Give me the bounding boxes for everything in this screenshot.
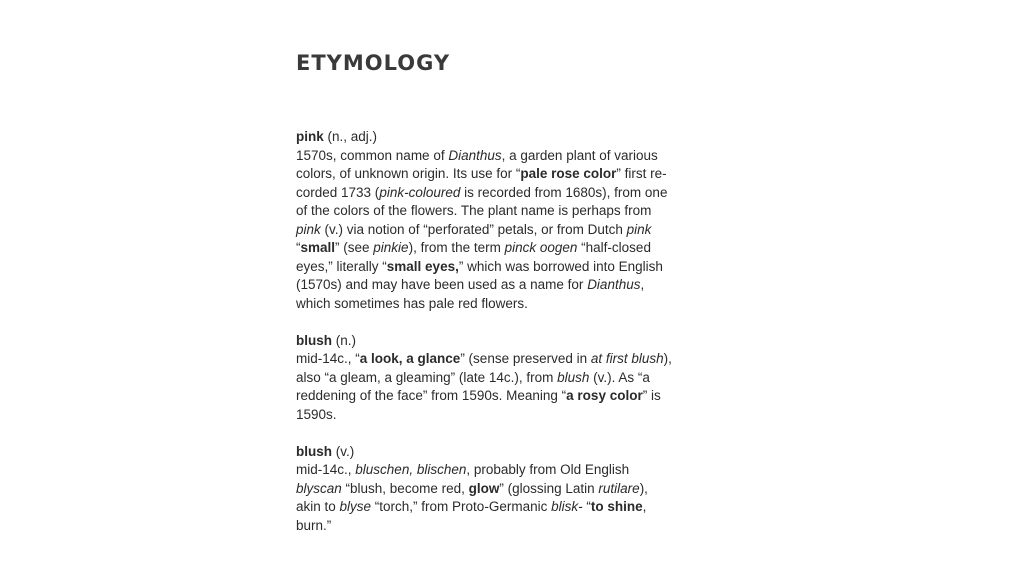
text-run: ” (see	[335, 240, 374, 255]
text-run: ), from the term	[408, 240, 505, 255]
emphasis-italic: blisk-	[551, 499, 583, 514]
emphasis-italic: pink	[296, 221, 321, 237]
text-run: “	[296, 240, 301, 255]
definition-line	[296, 258, 736, 277]
page-title: ETYMOLOGY	[296, 51, 451, 75]
text-run: ” is	[642, 388, 661, 403]
text-run: of the colors of the flowers. The plant name is perhaps from	[296, 203, 652, 218]
text-run: , a garden plant of various	[501, 147, 658, 163]
emphasis-bold: small eyes,	[386, 258, 459, 274]
definition-line	[296, 165, 736, 184]
emphasis-italic: rutilare	[598, 480, 640, 496]
emphasis-italic: pink	[626, 221, 652, 237]
text-run: ),	[663, 351, 672, 366]
emphasis-italic: pinkie	[373, 240, 409, 255]
text-run: ” which was borrowed into English	[458, 258, 663, 274]
headword-term: pink	[296, 129, 324, 144]
text-run: ),	[639, 480, 648, 496]
emphasis-bold: to shine	[590, 499, 643, 514]
definition-line	[296, 461, 736, 480]
text-run: mid-14c.,	[296, 462, 356, 477]
text-run: burn.”	[296, 517, 332, 533]
text-run: which sometimes has pale red flowers.	[296, 295, 528, 311]
definition-line	[296, 517, 736, 536]
text-run: ” (glossing Latin	[499, 480, 599, 496]
definition-line	[296, 239, 736, 258]
definition-line	[296, 147, 736, 166]
emphasis-bold: a look, a glance	[359, 351, 461, 366]
entry-pink-0	[296, 128, 736, 313]
text-run: mid-14c., “	[296, 351, 360, 366]
text-run: ,	[642, 499, 647, 514]
text-run: , probably from Old English	[466, 462, 630, 477]
emphasis-italic: Dianthus	[448, 147, 502, 163]
text-run: ,	[640, 277, 645, 292]
text-run: “torch,” from Proto-Germanic	[371, 499, 552, 514]
definition-line	[296, 369, 736, 388]
entry-headword	[296, 443, 736, 462]
emphasis-italic: at first blush	[590, 351, 664, 366]
text-run: (v.). As “a	[589, 369, 650, 385]
text-run: (1570s) and may have been used as a name for	[296, 277, 588, 292]
text-run: “	[582, 499, 591, 514]
text-run: eyes,” literally “	[296, 258, 387, 274]
text-run: ” first re-	[616, 166, 667, 181]
text-run: “blush, become red,	[341, 480, 469, 496]
definition-line	[296, 276, 736, 295]
emphasis-italic: blyscan	[296, 480, 342, 496]
part-of-speech: (n.)	[335, 332, 357, 348]
emphasis-italic: pink-coloured	[379, 184, 461, 200]
definition-line	[296, 387, 736, 406]
text-run: “half-closed	[577, 240, 651, 255]
text-run: is recorded from 1680s), from one	[460, 184, 668, 200]
emphasis-bold: small	[300, 240, 336, 255]
definition-line	[296, 350, 736, 369]
definition-line	[296, 184, 736, 203]
text-run: 1570s, common name of	[296, 147, 449, 163]
entry-blush-2	[296, 443, 736, 536]
text-run: reddening of the face” from 1590s. Meaning “	[296, 388, 567, 403]
definition-line	[296, 295, 736, 314]
emphasis-italic: blush	[557, 369, 590, 385]
text-run: colors, of unknown origin. Its use for “	[296, 166, 521, 181]
etymology-page	[296, 50, 736, 554]
emphasis-bold: pale rose color	[520, 166, 617, 181]
entry-headword	[296, 332, 736, 351]
entries-list	[296, 128, 736, 535]
definition-line	[296, 221, 736, 240]
entry-blush-1	[296, 332, 736, 425]
definition-line	[296, 202, 736, 221]
text-run: corded 1733 (	[296, 184, 380, 200]
emphasis-bold: a rosy color	[566, 388, 643, 403]
text-run: akin to	[296, 499, 340, 514]
headword-term: blush	[296, 332, 332, 348]
part-of-speech: (n., adj.)	[327, 129, 378, 144]
emphasis-bold: glow	[468, 480, 500, 496]
text-run: (v.) via notion of “perforated” petals, or from Dutch	[320, 221, 627, 237]
definition-line	[296, 406, 736, 425]
text-run: ” (sense preserved in	[460, 351, 591, 366]
text-run: also “a gleam, a gleaming” (late 14c.), from	[296, 369, 558, 385]
emphasis-italic: pinck oogen	[504, 240, 578, 255]
definition-line	[296, 480, 736, 499]
emphasis-italic: blyse	[339, 499, 372, 514]
definition-line	[296, 498, 736, 517]
headword-term: blush	[296, 443, 332, 459]
emphasis-italic: bluschen, blischen	[355, 462, 467, 477]
entry-headword	[296, 128, 736, 147]
text-run: 1590s.	[296, 406, 337, 422]
part-of-speech: (v.)	[335, 443, 355, 459]
emphasis-italic: Dianthus	[587, 277, 641, 292]
